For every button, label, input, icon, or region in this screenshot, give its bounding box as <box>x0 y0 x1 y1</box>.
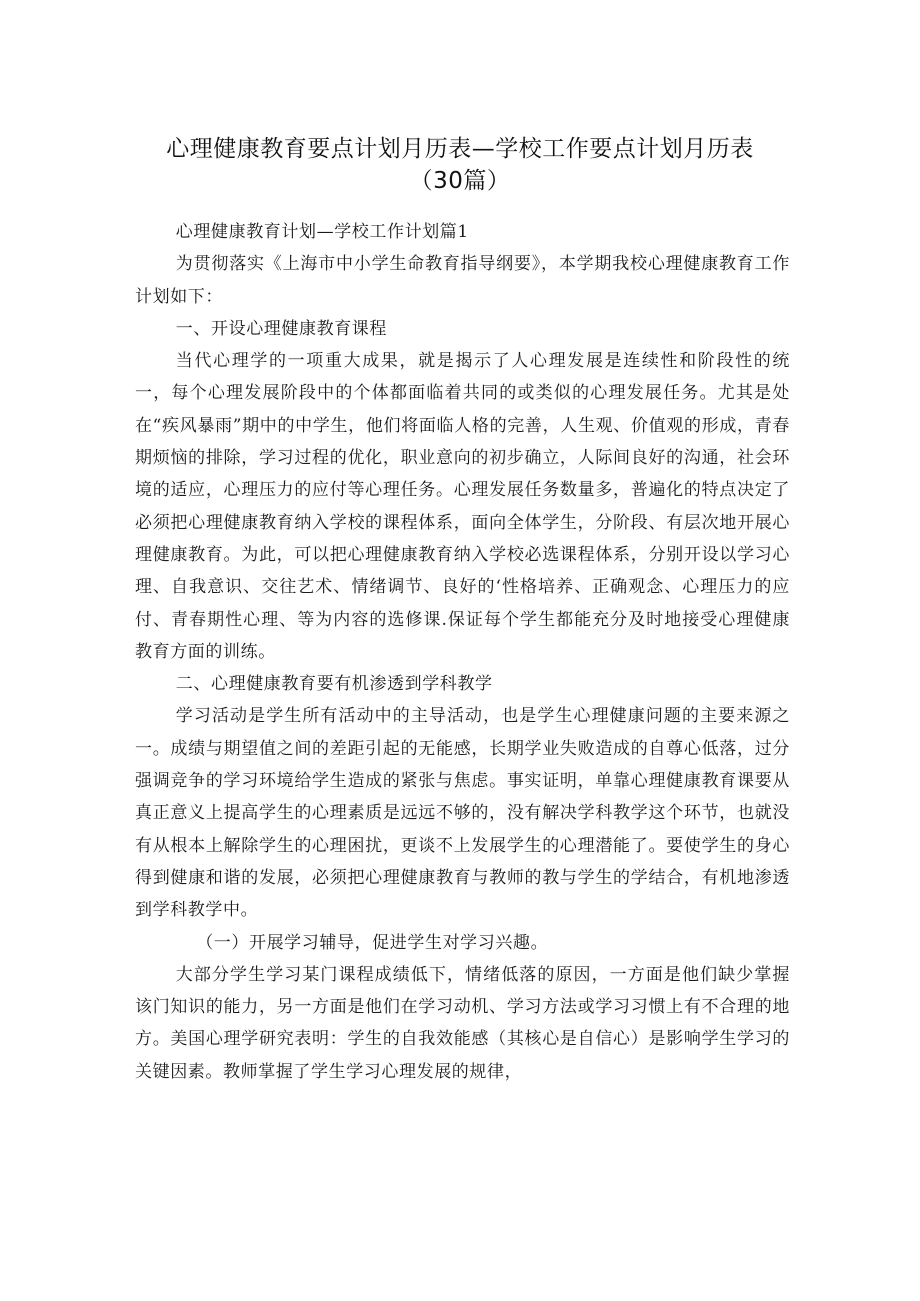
body-paragraph: 大部分学生学习某门课程成绩低下，情绪低落的原因，一方面是他们缺少掌握该门知识的能力，另一方面是他们在学习动机、学习方法或学习习惯上有不合理的地方。美国心理学研究表明：学生的自我效能感（其核心是自信心）是影响学生学习的关键因素。教师掌握了学生学习心理发展的规律， <box>135 964 790 1082</box>
subsection-heading: （一）开展学习辅导，促进学生对学习兴趣。 <box>196 932 549 953</box>
section-heading: 心理健康教育计划—学校工作计划篇1 <box>175 222 469 242</box>
body-paragraph: 学习活动是学生所有活动中的主导活动，也是学生心理健康问题的主要来源之一。成绩与期望值之间的差距引起的无能感，长期学业失败造成的自尊心低落，过分强调竞争的学习环境给学生造成的紧张与焦虑。事实证明，单靠心理健康教育课要从真正意义上提高学生的心理素质是远远不够的，没有解决学科教学这个环节，也就没有从根本上解除学生的心理困扰，更谈不上发展学生的心理潜能了。要使学生的身心得到健康和谐的发展，必须把心理健康教育与教师的教与学生的学结合，有机地渗透到学科教学中。 <box>135 706 790 921</box>
intro-paragraph: 为贯彻落实《上海市中小学生命教育指导纲要》，本学期我校心理健康教育工作计划如下： <box>135 254 790 307</box>
body-paragraph: 当代心理学的一项重大成果，就是揭示了人心理发展是连续性和阶段性的统一，每个心理发展阶段中的个体都面临着共同的或类似的心理发展任务。尤其是处在“疾风暴雨”期中的中学生，他们将面临人格的完善，人生观、价值观的形成，青春期烦恼的排除，学习过程的优化，职业意向的初步确立，人际间良好的沟通，社会环境的适应，心理压力的应付等心理任务。心理发展任务数量多，普遍化的特点决定了必须把心理健康教育纳入学校的课程体系，面向全体学生，分阶段、有层次地开展心理健康教育。为此，可以把心理健康教育纳入学校必选课程体系，分别开设以学习心理、自我意识、交往艺术、情绪调节、良好的‘性格培养、正确观念、心理压力的应付、青春期性心理、等为内容的选修课.保证每个学生都能充分及时地接受心理健康教育方面的训练。 <box>135 351 790 662</box>
section-heading: 一、开设心理健康教育课程 <box>175 318 387 339</box>
title-line-2: （30篇） <box>409 168 511 195</box>
document-title <box>100 133 820 197</box>
section-heading: 二、心理健康教育要有机渗透到学科教学 <box>175 674 493 695</box>
document-body <box>135 216 790 1088</box>
title-line-1: 心理健康教育要点计划月历表—学校工作要点计划月历表 <box>166 136 754 163</box>
